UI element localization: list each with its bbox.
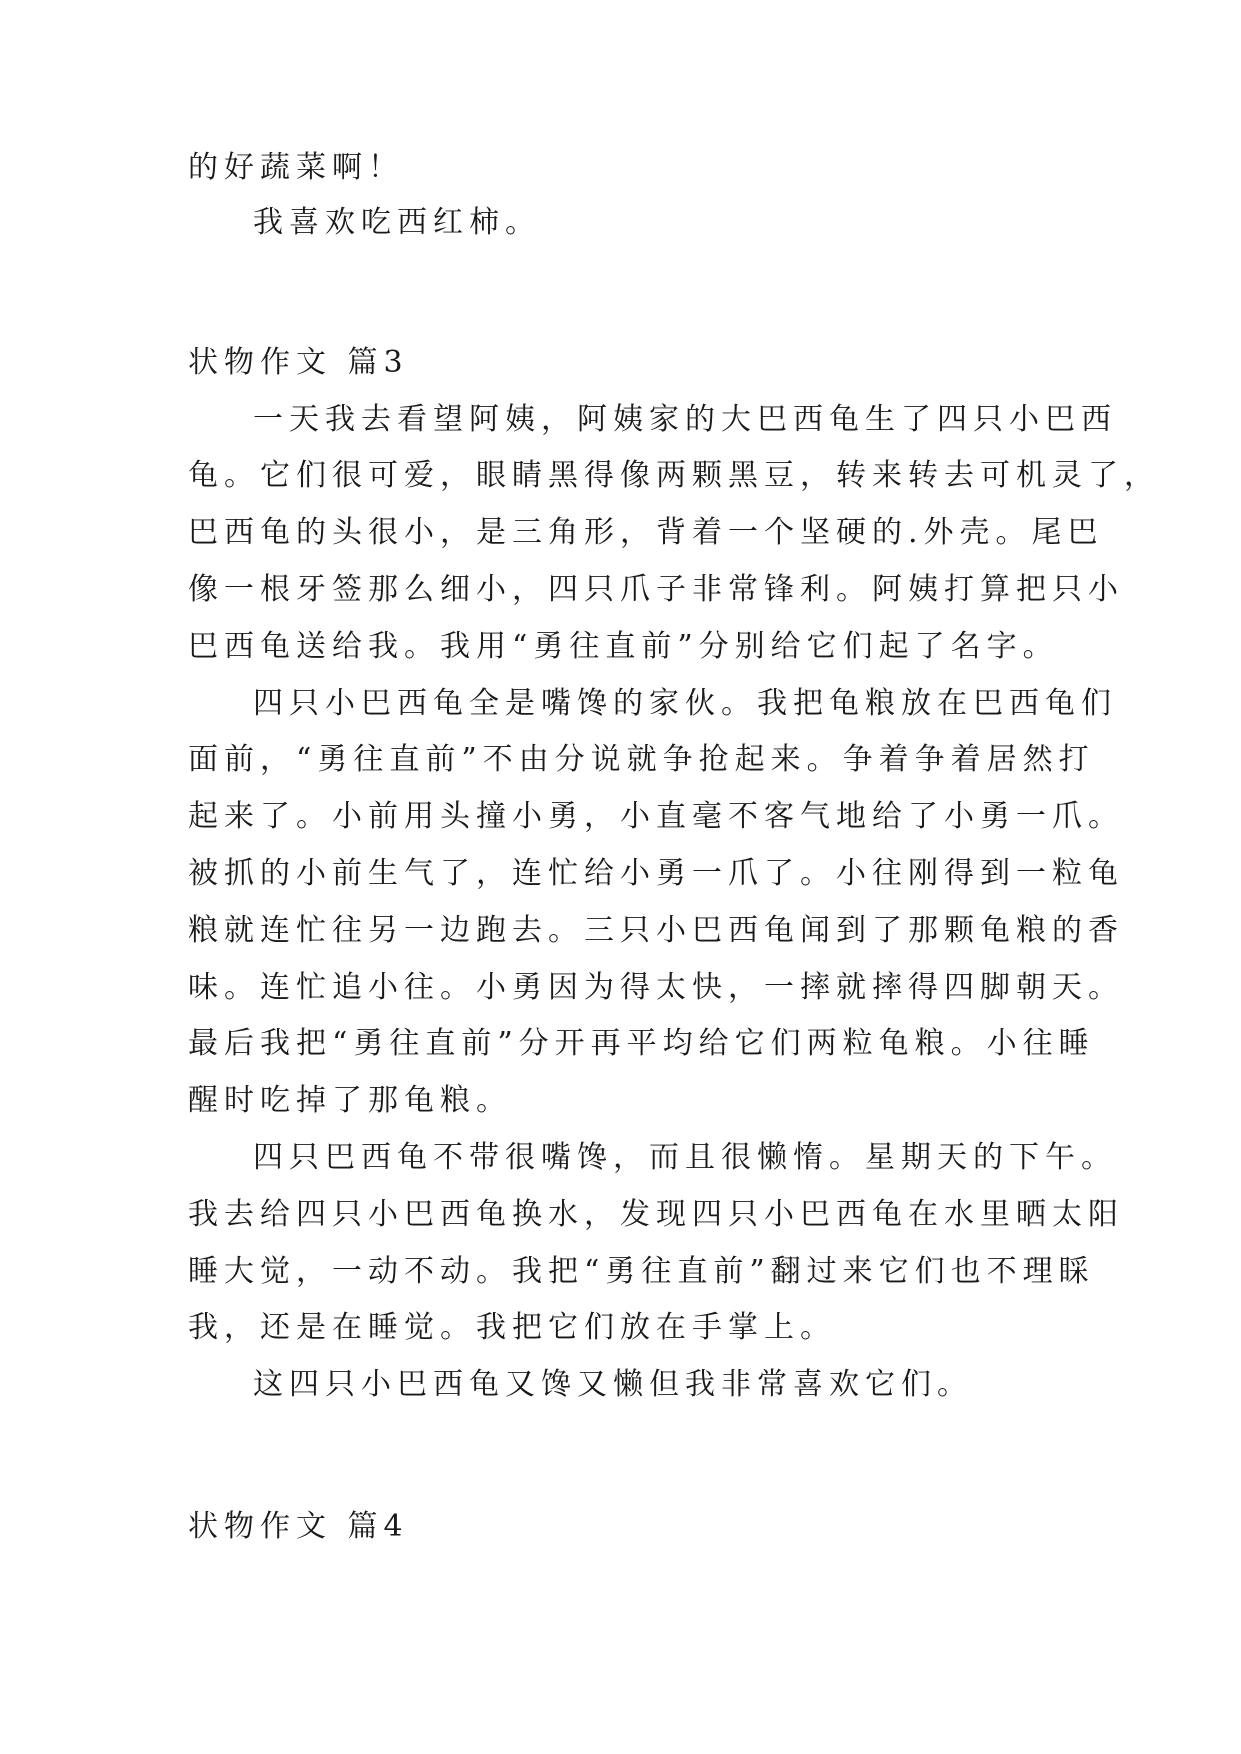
paragraph-line: 像一根牙签那么细小，四只爪子非常锋利。阿姨打算把只小 bbox=[188, 572, 1124, 607]
paragraph-line: 的好蔬菜啊！ bbox=[188, 150, 404, 185]
paragraph-line: 被抓的小前生气了，连忙给小勇一爪了。小往刚得到一粒龟 bbox=[188, 856, 1124, 891]
paragraph-line: 我，还是在睡觉。我把它们放在手掌上。 bbox=[188, 1310, 836, 1345]
paragraph-line: 四只小巴西龟全是嘴馋的家伙。我把龟粮放在巴西龟们 bbox=[253, 686, 1117, 721]
paragraph-line: 我喜欢吃西红柿。 bbox=[253, 205, 541, 240]
paragraph-line: 面前，“勇往直前”不由分说就争抢起来。争着争着居然打 bbox=[188, 742, 1095, 777]
paragraph-line: 一天我去看望阿姨，阿姨家的大巴西龟生了四只小巴西 bbox=[253, 402, 1117, 437]
section-heading: 状物作文 篇3 bbox=[188, 345, 409, 380]
paragraph-line: 四只巴西龟不带很嘴馋，而且很懒惰。星期天的下午。 bbox=[253, 1140, 1117, 1175]
paragraph-line: 这四只小巴西龟又馋又懒但我非常喜欢它们。 bbox=[253, 1367, 973, 1402]
paragraph-line: 龟。它们很可爱，眼睛黑得像两颗黑豆，转来转去可机灵了， bbox=[188, 458, 1160, 493]
paragraph-line: 巴西龟送给我。我用“勇往直前”分别给它们起了名字。 bbox=[188, 629, 1059, 664]
paragraph-line: 醒时吃掉了那龟粮。 bbox=[188, 1083, 512, 1118]
paragraph-line: 我去给四只小巴西龟换水，发现四只小巴西龟在水里晒太阳 bbox=[188, 1197, 1124, 1232]
paragraph-line: 粮就连忙往另一边跑去。三只小巴西龟闻到了那颗龟粮的香 bbox=[188, 913, 1124, 948]
paragraph-line: 最后我把“勇往直前”分开再平均给它们两粒龟粮。小往睡 bbox=[188, 1026, 1095, 1061]
paragraph-line: 味。连忙追小往。小勇因为得太快，一摔就摔得四脚朝天。 bbox=[188, 970, 1124, 1005]
paragraph-line: 起来了。小前用头撞小勇，小直毫不客气地给了小勇一爪。 bbox=[188, 799, 1124, 834]
paragraph-line: 巴西龟的头很小，是三角形，背着一个坚硬的.外壳。尾巴 bbox=[188, 515, 1104, 550]
section-heading: 状物作文 篇4 bbox=[188, 1509, 409, 1544]
paragraph-line: 睡大觉，一动不动。我把“勇往直前”翻过来它们也不理睬 bbox=[188, 1254, 1095, 1289]
